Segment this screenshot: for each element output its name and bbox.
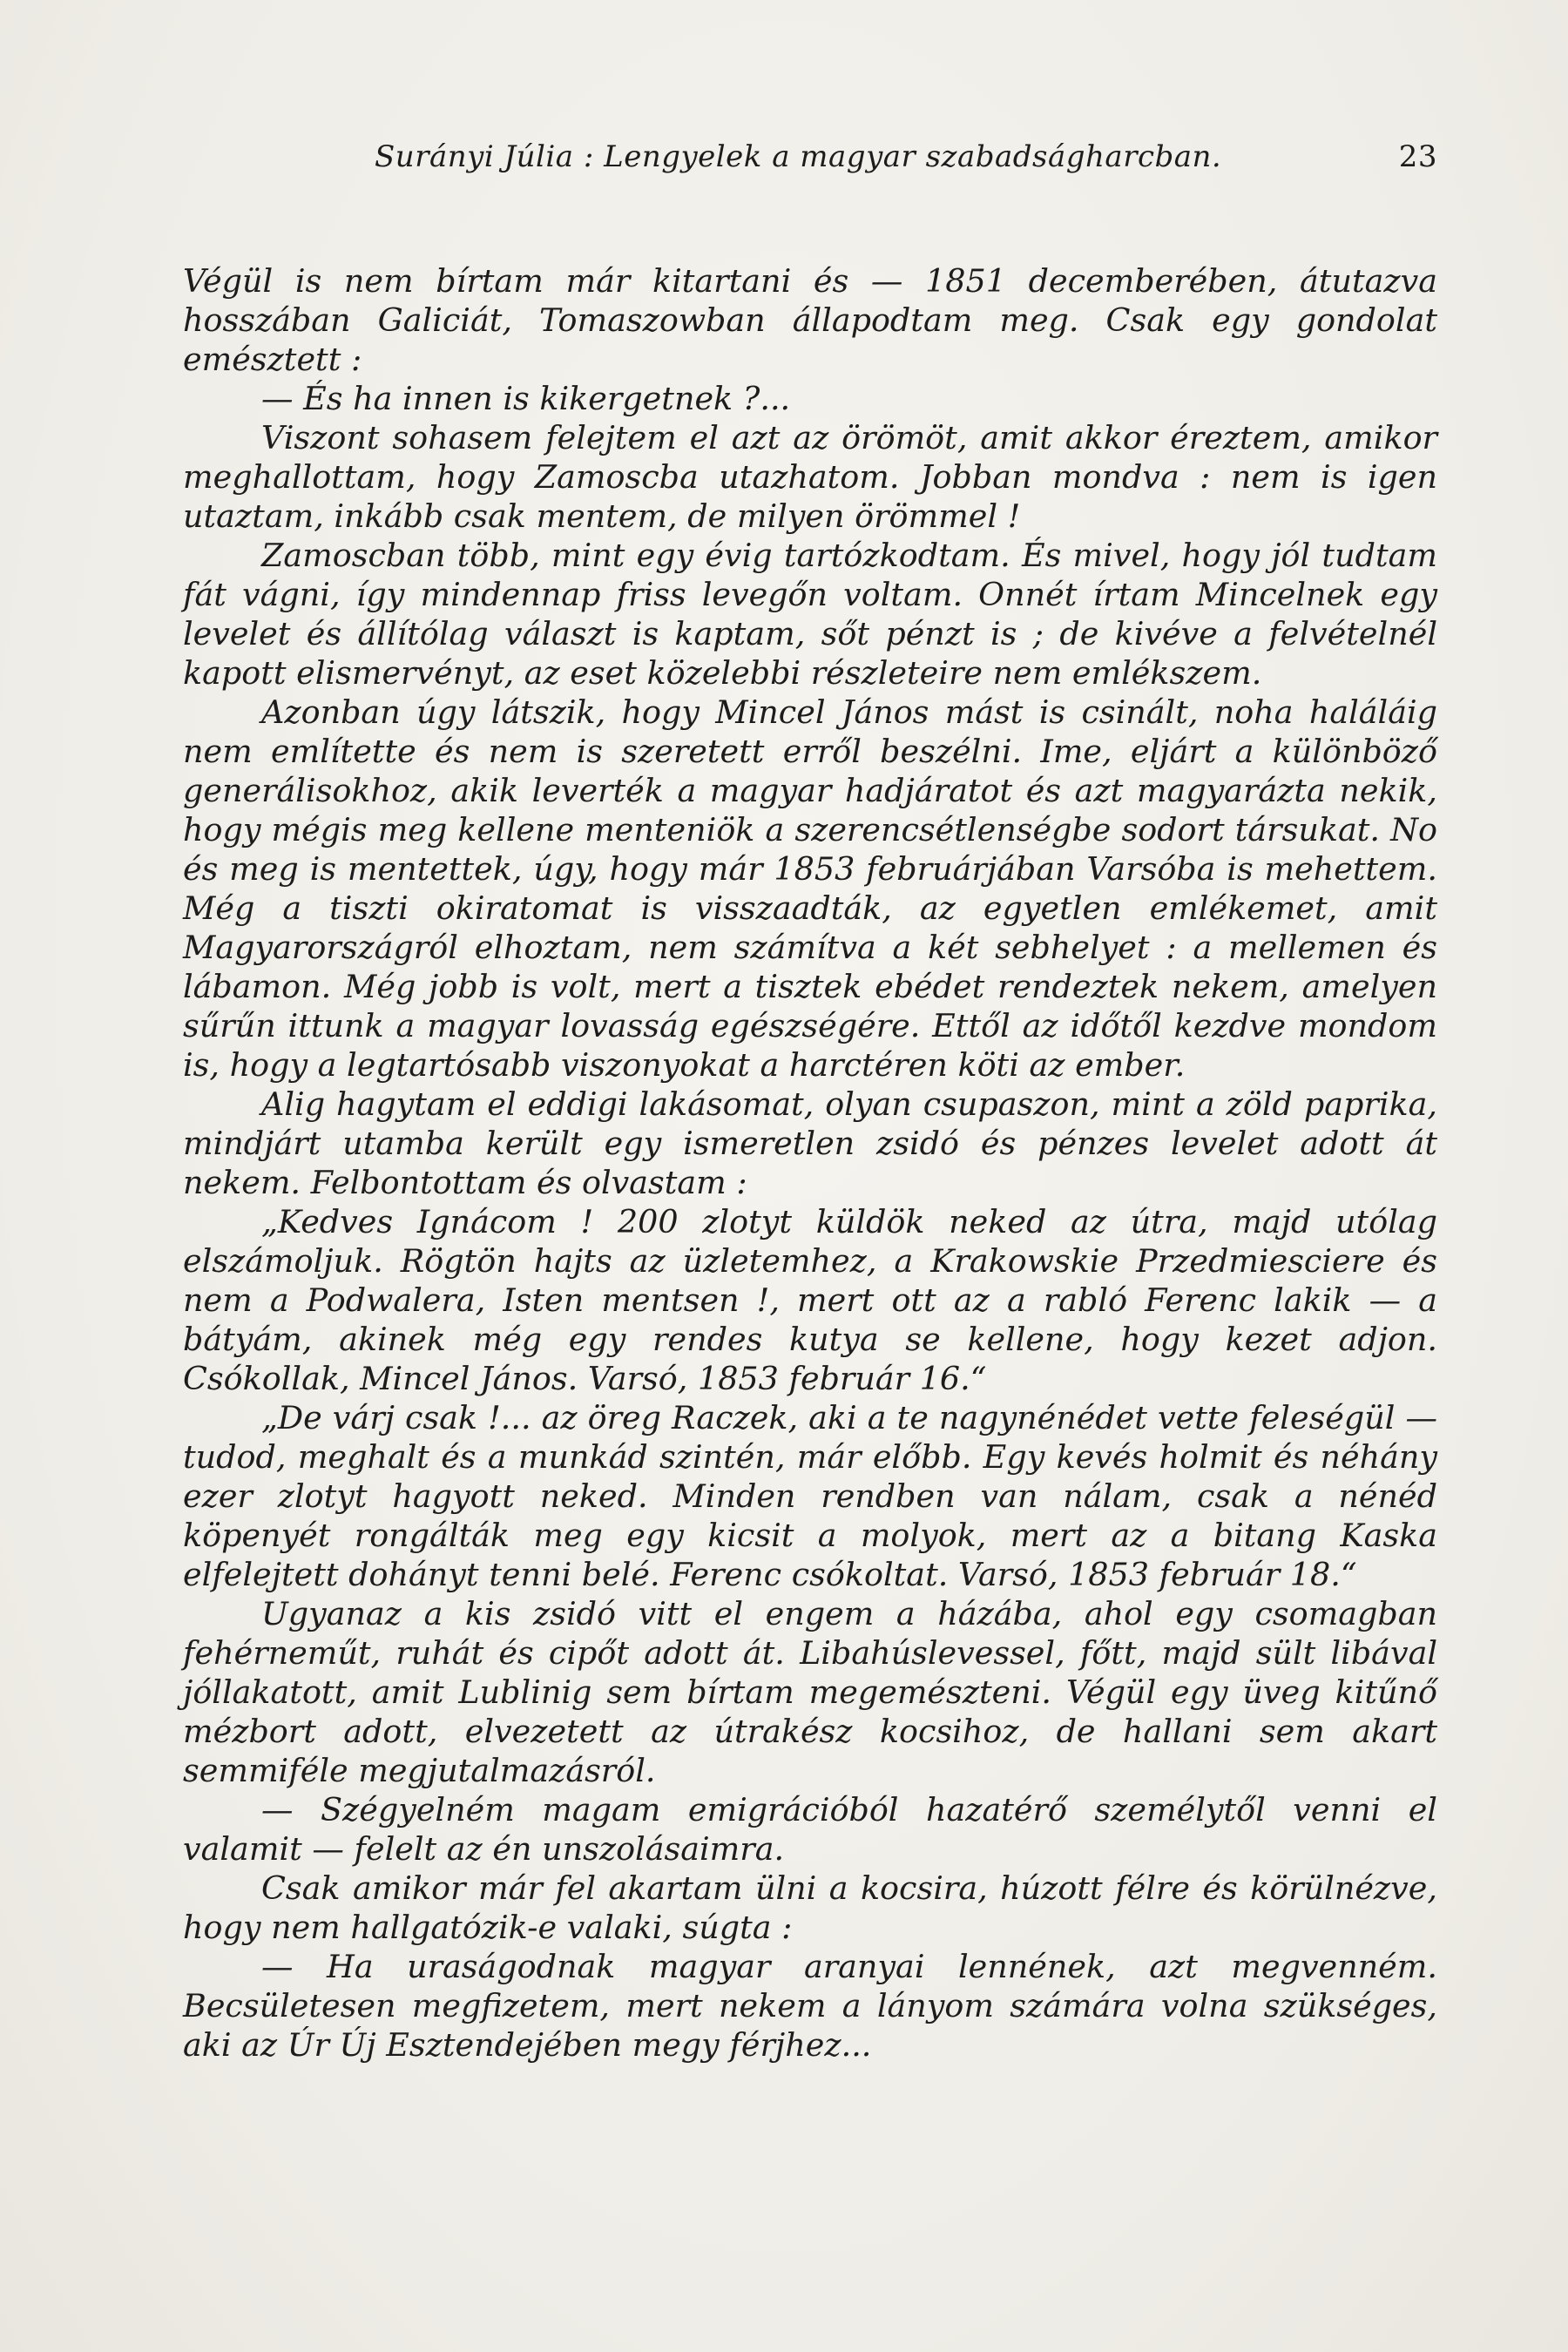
paragraph: Zamoscban több, mint egy évig tartózkodtam. És mivel, hogy jól tudtam fát vágni, így mindennap friss levegőn voltam. Onnét írtam Mincelnek egy levelet és állítólag választ is kaptam, sőt pénzt is ; de kivéve a felvételnél kapott elismervényt, az eset közelebbi részleteire nem emlékszem. bbox=[183, 537, 1437, 692]
paragraph: Végül is nem bírtam már kitartani és — 1851 decemberében, átutazva hosszában Galiciát, Tomaszowban állapodtam meg. Csak egy gondolat emésztett : bbox=[183, 262, 1437, 378]
paragraph: Ugyanaz a kis zsidó vitt el engem a házába, ahol egy csomagban fehérneműt, ruhát és cipőt adott át. Libahúslevessel, főtt, majd sült libával jóllakatott, amit Lublinig sem bírtam megemészteni. Végül egy üveg kitűnő mézbort adott, elvezetett az útrakész kocsihoz, de hallani sem akart semmiféle megjutalmazásról. bbox=[183, 1595, 1437, 1789]
running-title: Surányi Júlia : Lengyelek a magyar szabadságharcban. bbox=[375, 139, 1222, 174]
paragraph: — Ha uraságodnak magyar aranyai lennének, azt megvenném. Becsületesen megfizetem, mert nekem a lányom számára volna szükséges, aki az Úr Új Esztendejében megy férjhez... bbox=[183, 1948, 1437, 2064]
paragraph: Alig hagytam el eddigi lakásomat, olyan csupaszon, mint a zöld paprika, mindjárt utamba került egy ismeretlen zsidó és pénzes levelet adott át nekem. Felbontottam és olvastam : bbox=[183, 1085, 1437, 1201]
paragraph: Azonban úgy látszik, hogy Mincel János mást is csinált, noha haláláig nem említette és nem is szeretett erről beszélni. Ime, eljárt a különböző generálisokhoz, akik leverték a magyar hadjáratot és azt magyarázta nekik, hogy mégis meg kellene menteniök a szerencsétlenségbe sodort társukat. No és meg is mentettek, úgy, hogy már 1853 februárjában Varsóba is mehettem. Még a tiszti okiratomat is visszaadták, az egyetlen emlékemet, amit Magyarországról elhoztam, nem számítva a két sebhelyet : a mellemen és lábamon. Még jobb is volt, mert a tisztek ebédet rendeztek nekem, amelyen sűrűn ittunk a magyar lovasság egészségére. Ettől az időtől kezdve mondom is, hogy a legtartósabb viszonyokat a harctéren köti az ember. bbox=[183, 693, 1437, 1084]
paragraph: — És ha innen is kikergetnek ?... bbox=[261, 380, 791, 417]
paragraph: „Kedves Ignácom ! 200 zlotyt küldök neked az útra, majd utólag elszámoljuk. Rögtön hajts az üzletemhez, a Krakowskie Przedmiesciere és nem a Podwalera, Isten mentsen !, mert ott az a rabló Ferenc lakik — a bátyám, akinek még egy rendes kutya se kellene, hogy kezet adjon. Csókollak, Mincel János. Varsó, 1853 február 16.“ bbox=[183, 1203, 1437, 1397]
paragraph: Viszont sohasem felejtem el azt az örömöt, amit akkor éreztem, amikor meghallottam, hogy Zamoscba utazhatom. Jobban mondva : nem is igen utaztam, inkább csak mentem, de milyen örömmel ! bbox=[183, 419, 1437, 535]
body-text bbox=[183, 261, 1437, 2065]
paragraph: „De várj csak !... az öreg Raczek, aki a te nagynénédet vette feleségül — tudod, meghalt és a munkád szintén, már előbb. Egy kevés holmit és néhány ezer zlotyt hagyott neked. Minden rendben van nálam, csak a nénéd köpenyét rongálták meg egy kicsit a molyok, mert az a bitang Kaska elfelejtett dohányt tenni belé. Ferenc csókoltat. Varsó, 1853 február 18.“ bbox=[183, 1399, 1437, 1593]
page-number: 23 bbox=[1398, 139, 1437, 174]
paragraph: — Szégyelném magam emigrációból hazatérő személytől venni el valamit — felelt az én unszolásaimra. bbox=[183, 1791, 1437, 1868]
paragraph: Csak amikor már fel akartam ülni a kocsira, húzott félre és körülnézve, hogy nem hallgatózik-e valaki, súgta : bbox=[183, 1869, 1437, 1946]
